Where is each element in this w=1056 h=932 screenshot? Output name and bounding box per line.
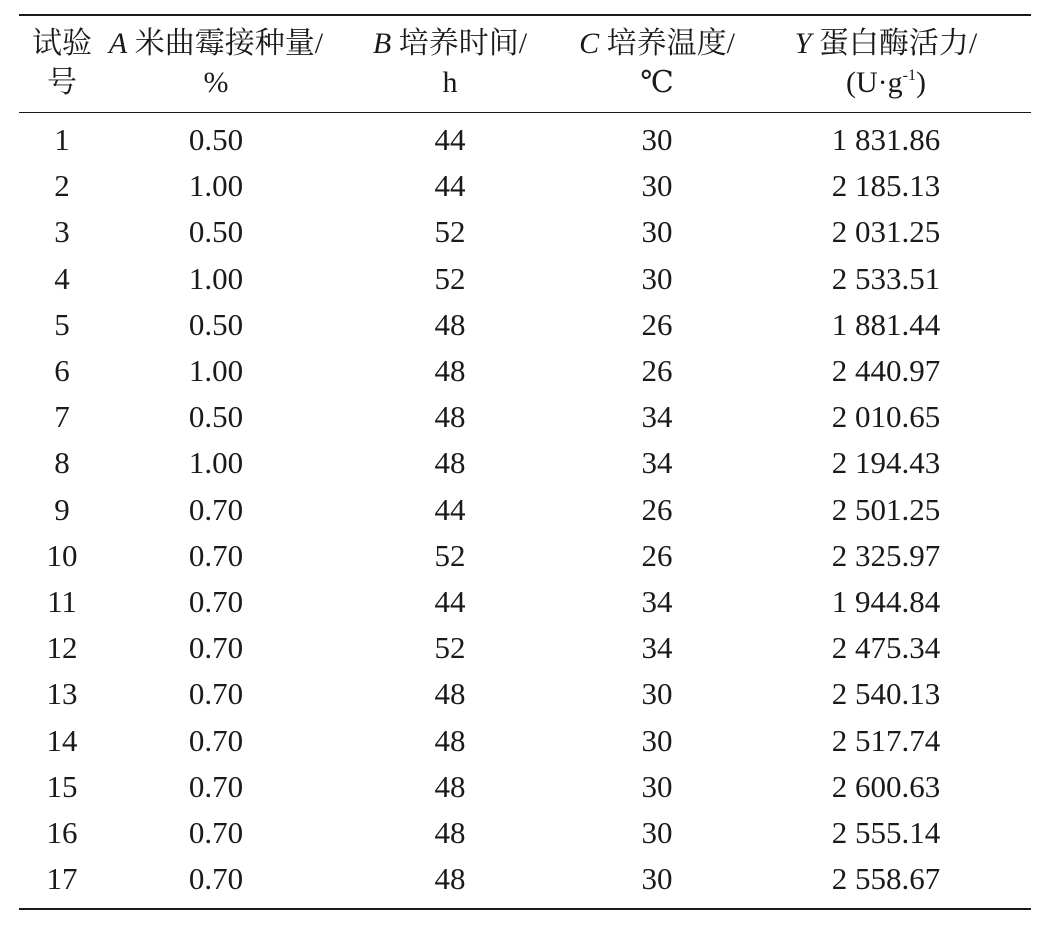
cell-culture-temp: 26 bbox=[641, 353, 673, 389]
table-row bbox=[19, 764, 1031, 810]
header-protease-activity-label: 蛋白酶活力/ bbox=[818, 27, 978, 60]
header-culture-temp-unit: ℃ bbox=[640, 66, 674, 99]
table-row bbox=[19, 440, 1031, 486]
table-row bbox=[19, 394, 1031, 440]
cell-inoculum: 1.00 bbox=[188, 260, 244, 296]
cell-protease-activity: 2 185.13 bbox=[831, 168, 941, 204]
cell-protease-activity: 2 475.34 bbox=[831, 630, 941, 666]
cell-culture-temp: 30 bbox=[641, 260, 673, 296]
cell-inoculum: 0.70 bbox=[188, 768, 244, 804]
cell-inoculum: 0.50 bbox=[188, 122, 244, 158]
header-culture-temp bbox=[573, 15, 741, 113]
header-inoculum-var: A bbox=[108, 27, 128, 60]
table-row bbox=[19, 533, 1031, 579]
header-trial-no-line2: 号 bbox=[47, 66, 77, 99]
cell-inoculum: 0.70 bbox=[188, 861, 244, 897]
cell-protease-activity: 1 944.84 bbox=[831, 583, 941, 619]
table-row bbox=[19, 487, 1031, 533]
cell-culture-temp: 30 bbox=[641, 214, 673, 250]
cell-culture-temp: 26 bbox=[641, 491, 673, 527]
cell-culture-time: 44 bbox=[434, 583, 466, 619]
cell-protease-activity: 2 540.13 bbox=[831, 676, 941, 712]
cell-culture-time: 48 bbox=[434, 306, 466, 342]
cell-culture-temp: 30 bbox=[641, 814, 673, 850]
cell-culture-temp: 30 bbox=[641, 676, 673, 712]
cell-protease-activity: 2 010.65 bbox=[831, 399, 941, 435]
cell-culture-time: 44 bbox=[434, 491, 466, 527]
table-row bbox=[19, 348, 1031, 394]
table-row bbox=[19, 209, 1031, 255]
header-protease-activity bbox=[741, 15, 1031, 113]
cell-culture-temp: 26 bbox=[641, 537, 673, 573]
table-row bbox=[19, 302, 1031, 348]
cell-trial-no: 4 bbox=[54, 260, 70, 296]
cell-trial-no: 12 bbox=[46, 630, 78, 666]
cell-culture-temp: 34 bbox=[641, 445, 673, 481]
cell-trial-no: 15 bbox=[46, 768, 78, 804]
cell-protease-activity: 1 881.44 bbox=[831, 306, 941, 342]
header-protease-activity-unit-sup: -1 bbox=[902, 67, 916, 84]
cell-culture-temp: 34 bbox=[641, 583, 673, 619]
cell-culture-temp: 30 bbox=[641, 768, 673, 804]
table-row bbox=[19, 579, 1031, 625]
cell-trial-no: 17 bbox=[46, 861, 78, 897]
header-culture-time-var: B bbox=[372, 27, 392, 60]
cell-trial-no: 9 bbox=[54, 491, 70, 527]
cell-protease-activity: 2 517.74 bbox=[831, 722, 941, 758]
cell-culture-time: 48 bbox=[434, 353, 466, 389]
cell-protease-activity: 2 533.51 bbox=[831, 260, 941, 296]
header-culture-time-label: 培养时间/ bbox=[398, 27, 528, 60]
cell-culture-time: 52 bbox=[434, 214, 466, 250]
cell-culture-time: 44 bbox=[434, 122, 466, 158]
cell-inoculum: 0.70 bbox=[188, 491, 244, 527]
cell-culture-time: 52 bbox=[434, 537, 466, 573]
cell-trial-no: 2 bbox=[54, 168, 70, 204]
cell-inoculum: 1.00 bbox=[188, 353, 244, 389]
header-protease-activity-unit-post: ) bbox=[915, 66, 926, 99]
cell-culture-time: 52 bbox=[434, 260, 466, 296]
cell-trial-no: 11 bbox=[47, 583, 77, 619]
cell-protease-activity: 2 440.97 bbox=[831, 353, 941, 389]
cell-culture-temp: 34 bbox=[641, 630, 673, 666]
cell-inoculum: 0.70 bbox=[188, 537, 244, 573]
cell-culture-time: 52 bbox=[434, 630, 466, 666]
cell-inoculum: 1.00 bbox=[188, 445, 244, 481]
cell-culture-time: 48 bbox=[434, 722, 466, 758]
cell-inoculum: 0.50 bbox=[188, 214, 244, 250]
cell-culture-time: 48 bbox=[434, 676, 466, 712]
cell-trial-no: 5 bbox=[54, 306, 70, 342]
header-culture-time bbox=[327, 15, 573, 113]
header-inoculum-unit: % bbox=[203, 66, 229, 99]
cell-trial-no: 13 bbox=[46, 676, 78, 712]
header-protease-activity-var: Y bbox=[794, 27, 812, 60]
cell-inoculum: 1.00 bbox=[188, 168, 244, 204]
cell-culture-time: 44 bbox=[434, 168, 466, 204]
cell-culture-temp: 30 bbox=[641, 122, 673, 158]
cell-culture-temp: 30 bbox=[641, 722, 673, 758]
header-row bbox=[19, 15, 1031, 113]
cell-trial-no: 8 bbox=[54, 445, 70, 481]
cell-inoculum: 0.50 bbox=[188, 399, 244, 435]
header-culture-temp-var: C bbox=[579, 27, 600, 60]
cell-protease-activity: 2 558.67 bbox=[831, 861, 941, 897]
experiment-table-container bbox=[19, 14, 1031, 910]
header-culture-time-unit: h bbox=[442, 66, 458, 99]
cell-culture-time: 48 bbox=[434, 861, 466, 897]
cell-protease-activity: 2 501.25 bbox=[831, 491, 941, 527]
cell-protease-activity: 2 325.97 bbox=[831, 537, 941, 573]
table-row bbox=[19, 810, 1031, 856]
cell-culture-temp: 30 bbox=[641, 861, 673, 897]
cell-protease-activity: 2 555.14 bbox=[831, 814, 941, 850]
cell-culture-time: 48 bbox=[434, 399, 466, 435]
cell-protease-activity: 2 194.43 bbox=[831, 445, 941, 481]
table-header bbox=[19, 15, 1031, 113]
table-row bbox=[19, 625, 1031, 671]
header-trial-no-line1: 试验 bbox=[32, 27, 92, 60]
cell-inoculum: 0.70 bbox=[188, 722, 244, 758]
cell-inoculum: 0.70 bbox=[188, 630, 244, 666]
cell-culture-temp: 26 bbox=[641, 306, 673, 342]
cell-inoculum: 0.50 bbox=[188, 306, 244, 342]
table-body bbox=[19, 113, 1031, 910]
cell-protease-activity: 1 831.86 bbox=[831, 122, 941, 158]
cell-inoculum: 0.70 bbox=[188, 676, 244, 712]
table-row bbox=[19, 113, 1031, 164]
cell-trial-no: 1 bbox=[54, 122, 70, 158]
cell-inoculum: 0.70 bbox=[188, 583, 244, 619]
header-trial-no bbox=[19, 15, 105, 113]
table-row bbox=[19, 163, 1031, 209]
table-row bbox=[19, 671, 1031, 717]
table-row bbox=[19, 717, 1031, 763]
cell-trial-no: 10 bbox=[46, 537, 78, 573]
header-inoculum-label: 米曲霉接种量/ bbox=[134, 27, 324, 60]
cell-culture-temp: 34 bbox=[641, 399, 673, 435]
header-culture-temp-label: 培养温度/ bbox=[606, 27, 735, 60]
cell-trial-no: 16 bbox=[46, 814, 78, 850]
header-inoculum bbox=[105, 15, 327, 113]
header-protease-activity-unit-pre: (U·g bbox=[846, 66, 903, 99]
cell-protease-activity: 2 031.25 bbox=[831, 214, 941, 250]
cell-trial-no: 3 bbox=[54, 214, 70, 250]
cell-culture-time: 48 bbox=[434, 814, 466, 850]
table-row bbox=[19, 856, 1031, 909]
experiment-design-table bbox=[19, 14, 1031, 910]
cell-trial-no: 7 bbox=[54, 399, 70, 435]
cell-protease-activity: 2 600.63 bbox=[831, 768, 941, 804]
cell-culture-time: 48 bbox=[434, 445, 466, 481]
table-row bbox=[19, 256, 1031, 302]
cell-trial-no: 6 bbox=[54, 353, 70, 389]
cell-inoculum: 0.70 bbox=[188, 814, 244, 850]
cell-culture-time: 48 bbox=[434, 768, 466, 804]
cell-culture-temp: 30 bbox=[641, 168, 673, 204]
cell-trial-no: 14 bbox=[46, 722, 78, 758]
